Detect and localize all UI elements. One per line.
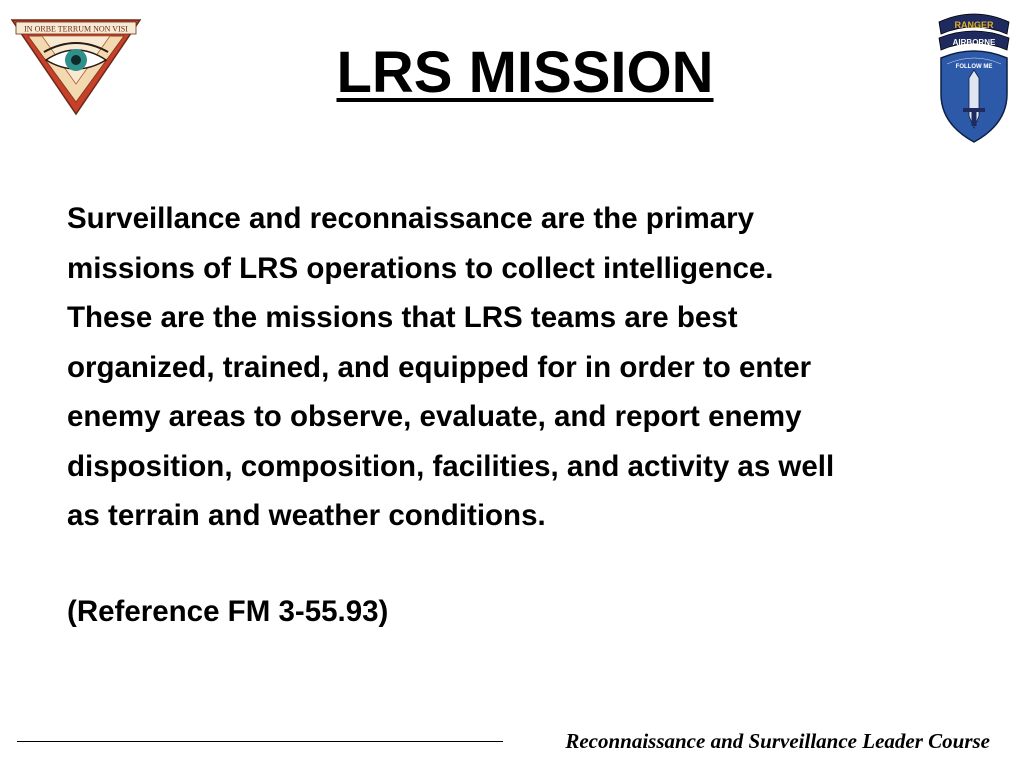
reference-citation: (Reference FM 3-55.93) bbox=[67, 595, 389, 628]
paragraph-line: organized, trained, and equipped for in order to enter bbox=[67, 350, 812, 384]
paragraph-line: missions of LRS operations to collect intelligence. bbox=[67, 251, 774, 285]
mission-paragraph bbox=[67, 194, 967, 541]
slide-title bbox=[0, 38, 1024, 108]
paragraph-line: These are the missions that LRS teams are best bbox=[67, 301, 738, 334]
slide-title-text: LRS MISSION bbox=[336, 40, 714, 105]
footer-course-name: Reconnaissance and Surveillance Leader Course bbox=[565, 729, 990, 753]
shield-motto: FOLLOW ME bbox=[955, 64, 993, 70]
paragraph-line: as terrain and weather conditions. bbox=[67, 499, 546, 532]
ranger-tab-text: RANGER bbox=[954, 20, 994, 30]
paragraph-line: enemy areas to observe, evaluate, and report enemy bbox=[67, 400, 802, 433]
footer-divider bbox=[17, 741, 503, 742]
airborne-tab-text: AIRBORNE bbox=[952, 38, 996, 47]
insignia-motto: IN ORBE TERRUM NON VISI bbox=[24, 24, 128, 34]
paragraph-line: disposition, composition, facilities, and activity as well bbox=[67, 449, 835, 483]
paragraph-line: Surveillance and reconnaissance are the primary bbox=[67, 202, 755, 235]
